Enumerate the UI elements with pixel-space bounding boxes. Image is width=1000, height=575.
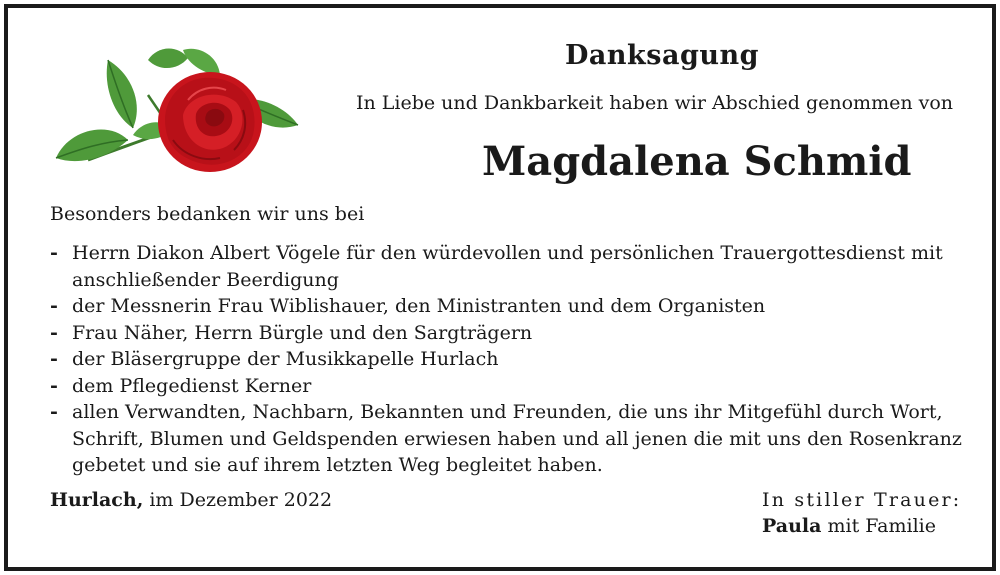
notice-title: Danksagung [565,40,759,71]
list-item-text: allen Verwandten, Nachbarn, Bekannten und Freunden, die uns ihr Mitgefühl durch Wort, Schrift, Blumen und Geldspenden erwiesen haben und all jenen die mit uns den Rosenkranz gebetet und sie auf ihrem letzten Weg begleitet haben. [72,401,962,476]
list-item [50,346,970,373]
dash-bullet: - [50,295,58,317]
thanks-list [50,240,970,479]
place-name: Hurlach, [50,489,144,511]
place-date [50,489,332,511]
date-text: im Dezember 2022 [149,489,333,511]
dash-bullet: - [50,321,58,344]
mourner-line [762,515,936,537]
list-item-text: der Bläsergruppe der Musikkapelle Hurlach [72,348,499,370]
dash-bullet: - [50,348,58,370]
list-item [50,293,970,320]
mourning-label: In stiller Trauer: [762,489,962,511]
mourner-name: Paula [762,515,822,537]
mourner-suffix: mit Familie [827,515,936,537]
dash-bullet: - [50,401,58,423]
intro-text: In Liebe und Dankbarkeit haben wir Abschied genommen von [356,92,954,114]
dash-bullet: - [50,242,58,264]
thanks-lead: Besonders bedanken wir uns bei [50,203,365,225]
list-item [50,240,970,293]
list-item [50,399,970,479]
list-item-text: Frau Näher, Herrn Bürgle und den Sargträgern [72,321,533,344]
list-item-text: Herrn Diakon Albert Vögele für den würdevollen und persönlichen Trauergottesdienst mit anschließender Beerdigung [72,242,943,291]
list-item [50,320,970,347]
dash-bullet: - [50,374,58,397]
deceased-name: Magdalena Schmid [482,138,912,185]
list-item-text: dem Pflegedienst Kerner [72,374,312,397]
list-item [50,373,970,400]
list-item-text: der Messnerin Frau Wiblishauer, den Ministranten und dem Organisten [72,295,766,317]
red-rose-icon [48,40,308,180]
